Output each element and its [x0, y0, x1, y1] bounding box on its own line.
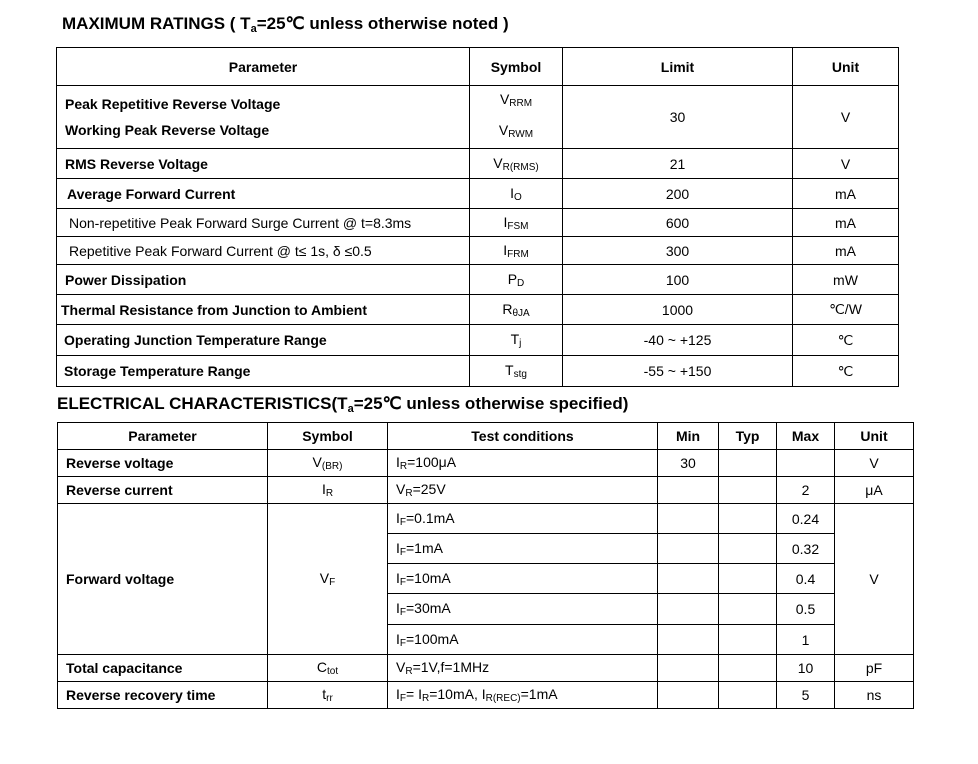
symbol-cell: $I_{FSM}$ [470, 209, 563, 237]
unit-cell: mA [793, 237, 899, 265]
typ-cell [719, 477, 777, 504]
table-row [57, 86, 899, 149]
typ-cell [719, 594, 777, 625]
parameter-label: Working Peak Reverse Voltage [65, 122, 270, 138]
parameter-cell: Reverse current [58, 477, 268, 504]
parameter-cell: Operating Junction Temperature Range [57, 325, 470, 356]
parameter-cell: Total capacitance [58, 655, 268, 682]
limit-cell: 300 [563, 237, 793, 265]
parameter-cell: Reverse recovery time [58, 682, 268, 709]
unit-cell: mA [793, 209, 899, 237]
limit-cell: 21 [563, 149, 793, 179]
symbol-cell: $I_O$ [470, 179, 563, 209]
parameter-cell: Storage Temperature Range [57, 356, 470, 387]
header-test-conditions: Test conditions [388, 423, 658, 450]
unit-cell: μA [835, 477, 914, 504]
max-cell: 0.5 [777, 594, 835, 625]
parameter-cell: Forward voltage [58, 504, 268, 655]
symbol-cell: $I_R$ [268, 477, 388, 504]
table-row [57, 265, 899, 295]
symbol-label: $V_{RWM}$ [498, 122, 534, 140]
symbol-cell: $V_{R(RMS)}$ [470, 149, 563, 179]
symbol-cell: $V_F$ [268, 504, 388, 655]
symbol-cell: $I_{FRM}$ [470, 237, 563, 265]
unit-cell: ℃ [793, 356, 899, 387]
test-condition-cell: $V_R=1V,f=1MHz$ [388, 655, 658, 682]
unit-cell: V [793, 149, 899, 179]
header-row [57, 48, 899, 86]
min-cell [658, 477, 719, 504]
parameter-cell: Non-repetitive Peak Forward Surge Current @ t=8.3ms [57, 209, 470, 237]
header-unit: Unit [793, 48, 899, 86]
symbol-cell: $R_{\theta JA}$ [470, 295, 563, 325]
unit-cell: ℃/W [793, 295, 899, 325]
unit-cell: V [835, 504, 914, 655]
unit-cell: pF [835, 655, 914, 682]
header-limit: Limit [563, 48, 793, 86]
table-row [57, 179, 899, 209]
table-row [57, 149, 899, 179]
header-typ: Typ [719, 423, 777, 450]
min-cell [658, 682, 719, 709]
limit-cell: -55 ~ +150 [563, 356, 793, 387]
limit-cell: -40 ~ +125 [563, 325, 793, 356]
max-cell: 1 [777, 625, 835, 655]
table-row [58, 655, 914, 682]
unit-cell: ℃ [793, 325, 899, 356]
test-condition-cell: $I_F=100mA$ [388, 625, 658, 655]
header-unit: Unit [835, 423, 914, 450]
test-condition-cell: $I_F= I_R=10mA$, $I_{R(REC)}=1mA$ [388, 682, 658, 709]
table-row [57, 295, 899, 325]
max-cell: 2 [777, 477, 835, 504]
min-cell [658, 504, 719, 534]
symbol-label: $V_{RRM}$ [499, 91, 533, 109]
limit-cell: 1000 [563, 295, 793, 325]
typ-cell [719, 534, 777, 564]
parameter-cell: Average Forward Current [57, 179, 470, 209]
symbol-cell: $P_D$ [470, 265, 563, 295]
test-condition-cell: $I_R=100\mu A$ [388, 450, 658, 477]
max-cell: 0.24 [777, 504, 835, 534]
min-cell [658, 625, 719, 655]
typ-cell [719, 450, 777, 477]
limit-cell: 30 [563, 86, 793, 149]
max-cell: 5 [777, 682, 835, 709]
unit-cell: mA [793, 179, 899, 209]
unit-cell: V [835, 450, 914, 477]
max-ratings-table [56, 47, 899, 387]
symbol-cell [470, 86, 563, 149]
parameter-cell: RMS Reverse Voltage [57, 149, 470, 179]
table-row [57, 325, 899, 356]
parameter-label: Peak Repetitive Reverse Voltage [65, 96, 281, 112]
min-cell [658, 534, 719, 564]
table-row [58, 504, 914, 534]
test-condition-cell: $I_F=0.1mA$ [388, 504, 658, 534]
header-parameter: Parameter [57, 48, 470, 86]
symbol-cell: $t_{rr}$ [268, 682, 388, 709]
limit-cell: 100 [563, 265, 793, 295]
table-row [58, 682, 914, 709]
max-cell [777, 450, 835, 477]
typ-cell [719, 655, 777, 682]
symbol-cell: $T_{stg}$ [470, 356, 563, 387]
parameter-cell: Thermal Resistance from Junction to Ambient [57, 295, 470, 325]
table-row [57, 237, 899, 265]
parameter-cell: Repetitive Peak Forward Current @ t≤ 1s, δ ≤0.5 [57, 237, 470, 265]
test-condition-cell: $I_F=30mA$ [388, 594, 658, 625]
typ-cell [719, 625, 777, 655]
header-symbol: Symbol [470, 48, 563, 86]
table-row [58, 450, 914, 477]
table-row [57, 356, 899, 387]
test-condition-cell: $V_R=25V$ [388, 477, 658, 504]
test-condition-cell: $I_F=1mA$ [388, 534, 658, 564]
min-cell [658, 655, 719, 682]
header-row [58, 423, 914, 450]
header-max: Max [777, 423, 835, 450]
typ-cell [719, 682, 777, 709]
parameter-cell [57, 86, 470, 149]
min-cell [658, 564, 719, 594]
parameter-cell: Power Dissipation [57, 265, 470, 295]
unit-cell: V [793, 86, 899, 149]
electrical-characteristics-title: ELECTRICAL $CHARACTERISTICS(T_a=25℃$ unless otherwise specified) [57, 394, 629, 415]
table-row [57, 209, 899, 237]
unit-cell: ns [835, 682, 914, 709]
symbol-cell: $V_{(BR)}$ [268, 450, 388, 477]
symbol-cell: $T_j$ [470, 325, 563, 356]
typ-cell [719, 564, 777, 594]
test-condition-cell: $I_F=10mA$ [388, 564, 658, 594]
header-symbol: Symbol [268, 423, 388, 450]
min-cell [658, 594, 719, 625]
typ-cell [719, 504, 777, 534]
min-cell: 30 [658, 450, 719, 477]
max-cell: 0.4 [777, 564, 835, 594]
header-min: Min [658, 423, 719, 450]
max-ratings-title: MAXIMUM RATINGS ( $T_a=25℃$ unless otherwise noted ) [62, 14, 509, 35]
unit-cell: mW [793, 265, 899, 295]
limit-cell: 200 [563, 179, 793, 209]
max-cell: 10 [777, 655, 835, 682]
table-row [58, 477, 914, 504]
electrical-characteristics-table [57, 422, 914, 709]
header-parameter: Parameter [58, 423, 268, 450]
symbol-cell: $C_{tot}$ [268, 655, 388, 682]
max-cell: 0.32 [777, 534, 835, 564]
limit-cell: 600 [563, 209, 793, 237]
parameter-cell: Reverse voltage [58, 450, 268, 477]
